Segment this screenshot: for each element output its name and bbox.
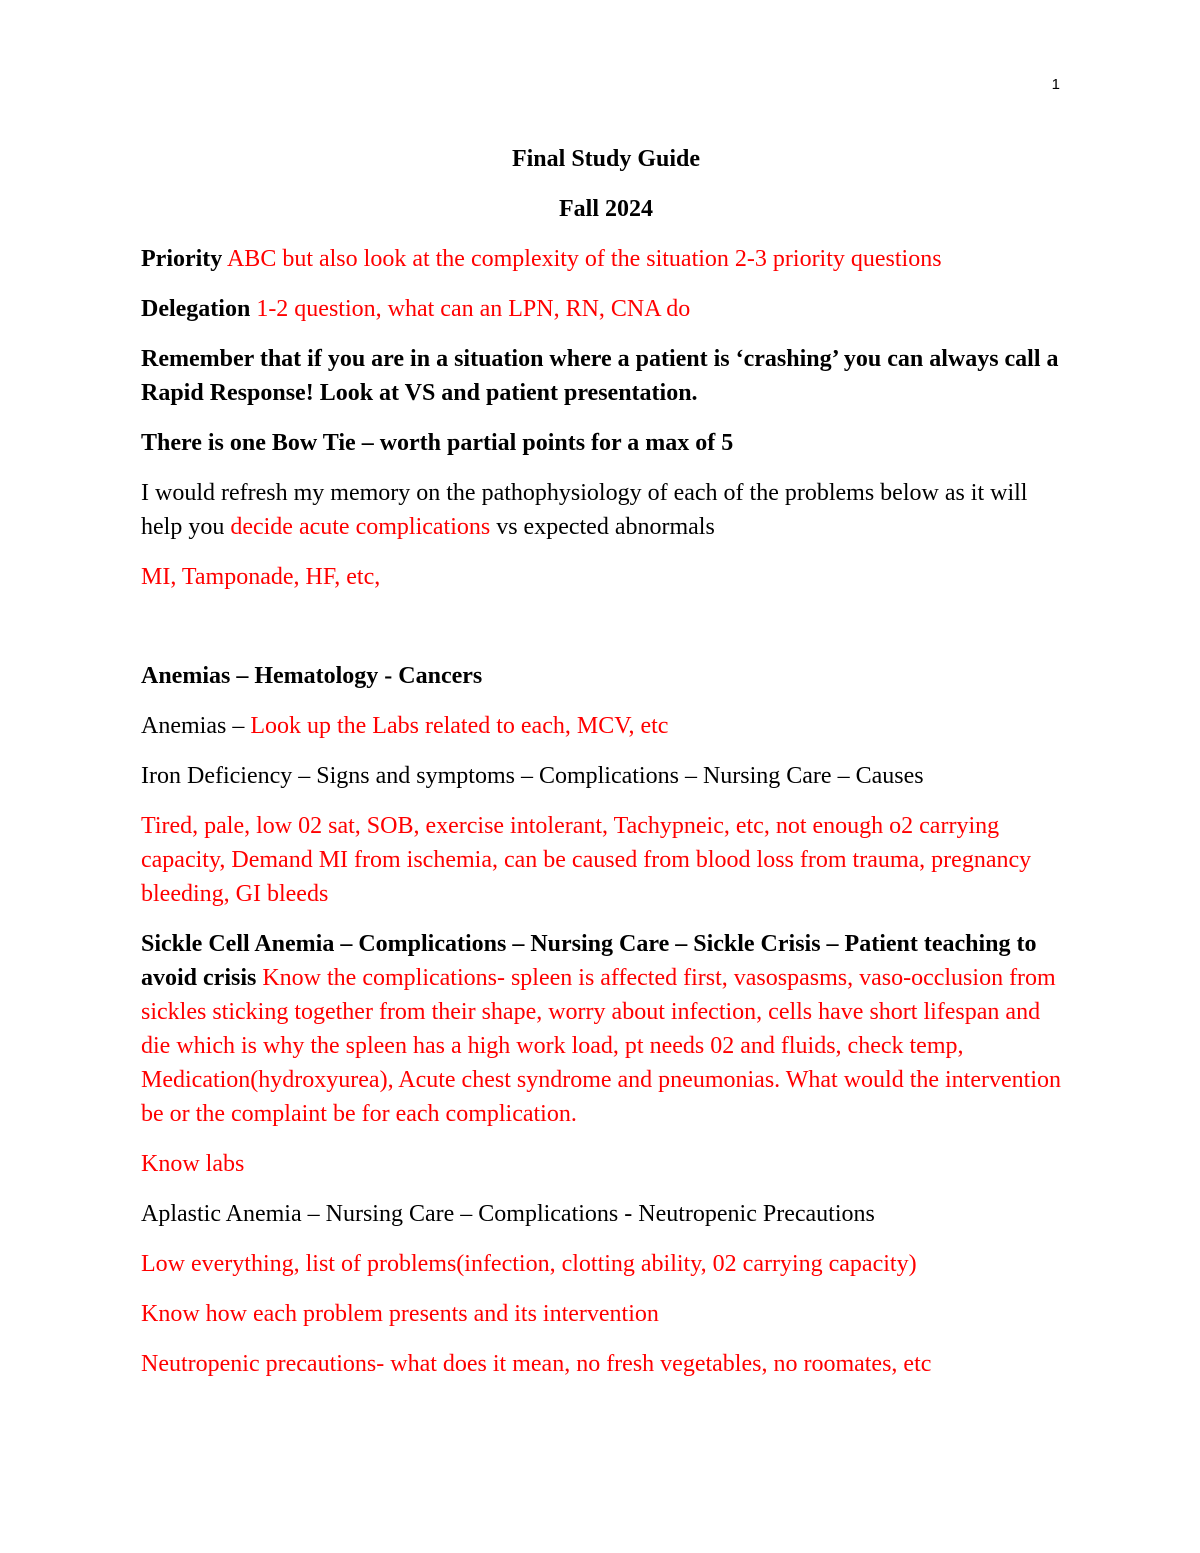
anemias-label: Anemias – — [141, 713, 251, 739]
know-labs-line: Know labs — [141, 1151, 245, 1177]
delegation-text: 1-2 question, what can an LPN, RN, CNA do — [250, 296, 691, 322]
iron-deficiency-notes: Tired, pale, low 02 sat, SOB, exercise intolerant, Tachypneic, etc, not enough o2 carrying capacity, Demand MI from ischemia, can be caused from blood loss from trauma, pregnancy bleeding, GI bleeds — [141, 813, 1032, 907]
page-subtitle: Fall 2024 — [559, 196, 653, 222]
bow-tie-note: There is one Bow Tie – worth partial points for a max of 5 — [141, 430, 734, 456]
aplastic-note-1: Low everything, list of problems(infection, clotting ability, 02 carrying capacity) — [141, 1251, 917, 1277]
priority-text: ABC but also look at the complexity of the situation 2-3 priority questions — [222, 246, 942, 272]
rapid-response-note: Remember that if you are in a situation where a patient is ‘crashing’ you can always call a Rapid Response! Look at VS and patient presentation. — [141, 346, 1059, 406]
refresh-note — [141, 476, 1071, 544]
section-heading: Anemias – Hematology - Cancers — [141, 663, 483, 689]
sickle-cell-heading: Sickle Cell Anemia – Complications – Nursing Care – Sickle Crisis – Patient teaching to avoid crisis — [141, 931, 1037, 991]
aplastic-note-2: Know how each problem presents and its intervention — [141, 1301, 659, 1327]
anemias-line — [141, 709, 1071, 743]
section-spacer — [141, 610, 1071, 659]
document-body — [141, 142, 1071, 1397]
page-number: 1 — [1051, 76, 1060, 93]
anemias-text: Look up the Labs related to each, MCV, etc — [250, 713, 669, 739]
priority-label: Priority — [141, 246, 223, 272]
refresh-text-a: I would refresh my memory on the pathophysiology of each of the problems below as it will help you — [141, 480, 1028, 540]
aplastic-note-3: Neutropenic precautions- what does it mean, no fresh vegetables, no roomates, etc — [141, 1351, 932, 1377]
aplastic-anemia-heading: Aplastic Anemia – Nursing Care – Complications - Neutropenic Precautions — [141, 1201, 875, 1227]
refresh-text-b: vs expected abnormals — [490, 514, 715, 540]
page-title: Final Study Guide — [511, 146, 701, 172]
sickle-cell-paragraph — [141, 927, 1071, 1131]
sickle-cell-notes: Know the complications- spleen is affected first, vasospasms, vaso-occlusion from sickles sticking together from their shape, worry about infection, cells have short lifespan and die which is why the spleen has a high work load, pt needs 02 and fluids, check temp, Medication(hydroxyurea), Acute chest syndrome and pneumonias. What would the intervention be or the complaint be for each complication. — [141, 965, 1061, 1127]
iron-deficiency-heading: Iron Deficiency – Signs and symptoms – Complications – Nursing Care – Causes — [141, 763, 924, 789]
examples-line: MI, Tamponade, HF, etc, — [141, 564, 381, 590]
delegation-line — [141, 292, 1071, 326]
delegation-label: Delegation — [141, 296, 251, 322]
refresh-highlight: decide acute complications — [230, 514, 491, 540]
priority-line — [141, 242, 1071, 276]
